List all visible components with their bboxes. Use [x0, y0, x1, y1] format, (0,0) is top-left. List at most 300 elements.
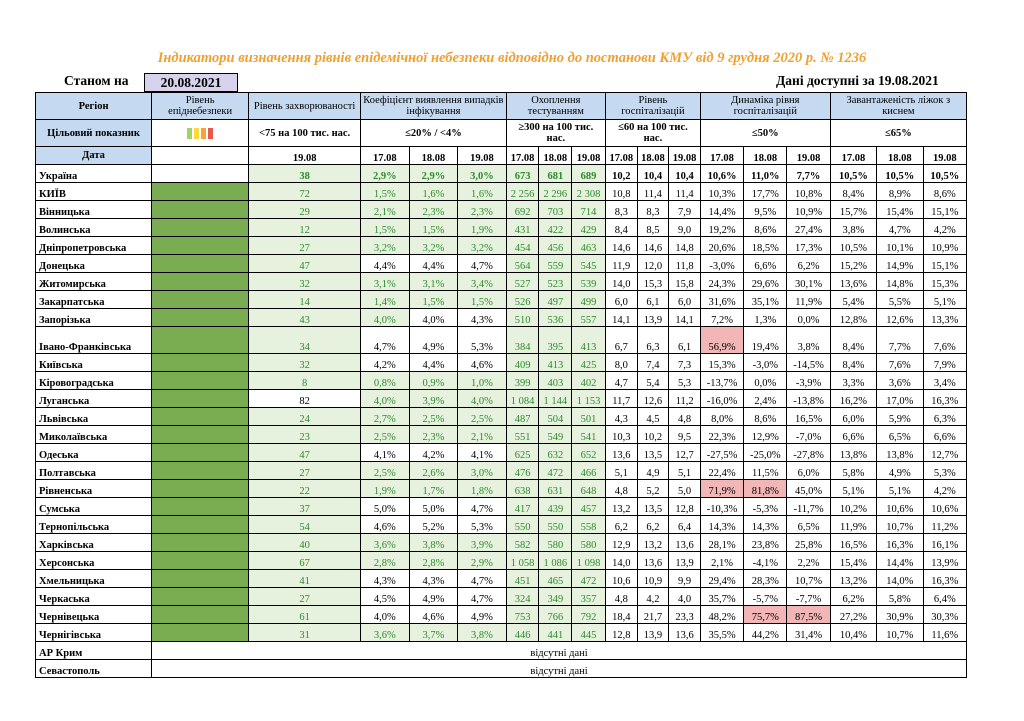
header-danger-level: Рівень епіднебезпеки	[152, 93, 249, 120]
value-cell: 54	[249, 516, 361, 534]
header-hospitalization-dynamics: Динаміка рівня госпіталізацій	[700, 93, 830, 120]
value-cell: 6,0%	[830, 408, 876, 426]
value-cell: 6,6%	[923, 426, 966, 444]
value-cell: 631	[539, 480, 572, 498]
value-cell: 15,4%	[877, 201, 923, 219]
value-cell: 10,5%	[923, 165, 966, 183]
value-cell: 6,4	[669, 516, 701, 534]
value-cell: 10,3	[605, 426, 637, 444]
danger-level-cell	[152, 327, 249, 354]
value-cell: 463	[572, 237, 606, 255]
value-cell: 27,4%	[787, 219, 830, 237]
value-cell: 0,0%	[787, 309, 830, 327]
table-row	[36, 408, 967, 426]
value-cell: 550	[506, 516, 539, 534]
header-region: Регіон	[36, 93, 152, 120]
value-cell: 1,5%	[458, 291, 507, 309]
value-cell: 1,5%	[409, 291, 458, 309]
value-cell: 580	[572, 534, 606, 552]
value-cell: 4,4%	[409, 255, 458, 273]
region-name: Чернігівська	[36, 624, 152, 642]
value-cell: 16,1%	[923, 534, 966, 552]
value-cell: 8	[249, 372, 361, 390]
value-cell: 324	[506, 588, 539, 606]
value-cell: 44,2%	[744, 624, 787, 642]
value-cell: 5,0%	[361, 498, 410, 516]
value-cell: 5,1	[669, 462, 701, 480]
value-cell: 1,6%	[409, 183, 458, 201]
value-cell: 11,4	[669, 183, 701, 201]
value-cell: 1,9%	[361, 480, 410, 498]
value-cell: 12,6	[637, 390, 669, 408]
value-cell: 1 058	[506, 552, 539, 570]
value-cell: 3,2%	[409, 237, 458, 255]
header-row	[36, 93, 967, 120]
value-cell: 6,3	[637, 327, 669, 354]
value-cell: 2,8%	[361, 552, 410, 570]
danger-level-cell	[152, 273, 249, 291]
value-cell: 10,7%	[787, 570, 830, 588]
value-cell: 4,8	[669, 408, 701, 426]
value-cell: 714	[572, 201, 606, 219]
value-cell: 472	[572, 570, 606, 588]
value-cell: 5,0%	[409, 498, 458, 516]
value-cell: 11,9%	[787, 291, 830, 309]
value-cell: 87,5%	[787, 606, 830, 624]
value-cell: 1 086	[539, 552, 572, 570]
value-cell: 1,5%	[361, 219, 410, 237]
value-cell: 5,1	[605, 462, 637, 480]
value-cell: 11,9	[605, 255, 637, 273]
value-cell: 10,2%	[830, 498, 876, 516]
value-cell: 13,2	[637, 534, 669, 552]
value-cell: -11,7%	[787, 498, 830, 516]
value-cell: 1,5%	[409, 219, 458, 237]
region-name: Львівська	[36, 408, 152, 426]
value-cell: 13,6	[637, 552, 669, 570]
value-cell: 4,7%	[877, 219, 923, 237]
header-incidence: Рівень захворюваності	[249, 93, 361, 120]
danger-level-cell	[152, 390, 249, 408]
value-cell: 1,5%	[361, 183, 410, 201]
value-cell: 19,2%	[700, 219, 743, 237]
value-cell: -27,8%	[787, 444, 830, 462]
value-cell: 6,0	[605, 291, 637, 309]
value-cell: 18,5%	[744, 237, 787, 255]
value-cell: 384	[506, 327, 539, 354]
value-cell: 4,2%	[361, 354, 410, 372]
value-cell: 2,4%	[744, 390, 787, 408]
value-cell: 29	[249, 201, 361, 219]
value-cell: 13,2	[605, 498, 637, 516]
value-cell: 6,4%	[923, 588, 966, 606]
date-hospdyn-3: 19.08	[787, 147, 830, 165]
value-cell: -13,7%	[700, 372, 743, 390]
value-cell: 472	[539, 462, 572, 480]
value-cell: -27,5%	[700, 444, 743, 462]
value-cell: 582	[506, 534, 539, 552]
target-incidence: <75 на 100 тис. нас.	[249, 120, 361, 147]
value-cell: 27,2%	[830, 606, 876, 624]
value-cell: 14,1	[605, 309, 637, 327]
value-cell: 17,0%	[877, 390, 923, 408]
value-cell: 23,8%	[744, 534, 787, 552]
value-cell: 15,7%	[830, 201, 876, 219]
value-cell: 23,3	[669, 606, 701, 624]
value-cell: -3,0%	[700, 255, 743, 273]
value-cell: 7,2%	[700, 309, 743, 327]
value-cell: 409	[506, 354, 539, 372]
value-cell: 557	[572, 309, 606, 327]
value-cell: 6,5%	[787, 516, 830, 534]
value-cell: 21,7	[637, 606, 669, 624]
value-cell: 14,0	[605, 552, 637, 570]
region-name: Сумська	[36, 498, 152, 516]
danger-level-cell	[152, 237, 249, 255]
value-cell: 4,2%	[923, 219, 966, 237]
value-cell: 441	[539, 624, 572, 642]
value-cell: 13,8%	[877, 444, 923, 462]
value-cell: 27	[249, 237, 361, 255]
value-cell: 580	[539, 534, 572, 552]
value-cell: 6,1	[669, 327, 701, 354]
table-row	[36, 462, 967, 480]
value-cell: 6,2%	[830, 588, 876, 606]
value-cell: 5,3%	[458, 516, 507, 534]
value-cell: 3,6%	[361, 624, 410, 642]
value-cell: 5,3%	[458, 327, 507, 354]
value-cell: 32	[249, 354, 361, 372]
date-label: Дата	[36, 147, 152, 165]
value-cell: 4,3%	[409, 570, 458, 588]
value-cell: 349	[539, 588, 572, 606]
value-cell: 13,5	[637, 498, 669, 516]
table-row	[36, 534, 967, 552]
indicators-table	[35, 92, 967, 678]
table-row	[36, 201, 967, 219]
value-cell: 523	[539, 273, 572, 291]
value-cell: 13,6	[669, 534, 701, 552]
value-cell: 14,1	[669, 309, 701, 327]
value-cell: 81,8%	[744, 480, 787, 498]
region-name: Житомирська	[36, 273, 152, 291]
value-cell: 6,5%	[877, 426, 923, 444]
table-row	[36, 426, 967, 444]
target-hospitalization-dynamics: ≤50%	[700, 120, 830, 147]
table-row	[36, 498, 967, 516]
value-cell: 3,4%	[923, 372, 966, 390]
value-cell: 456	[539, 237, 572, 255]
value-cell: 8,6%	[923, 183, 966, 201]
table-row	[36, 588, 967, 606]
value-cell: 692	[506, 201, 539, 219]
danger-level-cell	[152, 183, 249, 201]
value-cell: 9,5	[669, 426, 701, 444]
header-hospitalization: Рівень госпіталізацій	[605, 93, 700, 120]
value-cell: 8,4%	[830, 327, 876, 354]
value-cell: 753	[506, 606, 539, 624]
value-cell: 14,0	[605, 273, 637, 291]
value-cell: 13,9	[669, 552, 701, 570]
danger-level-cell	[152, 444, 249, 462]
value-cell: 7,9%	[923, 354, 966, 372]
value-cell: 2,3%	[409, 426, 458, 444]
value-cell: 11,2%	[923, 516, 966, 534]
value-cell: -5,7%	[744, 588, 787, 606]
value-cell: 4,0%	[409, 309, 458, 327]
value-cell: 47	[249, 444, 361, 462]
value-cell: 10,2	[637, 426, 669, 444]
value-cell: 71,9%	[700, 480, 743, 498]
value-cell: -3,0%	[744, 354, 787, 372]
value-cell: 4,0%	[458, 390, 507, 408]
region-name: Івано-Франківська	[36, 327, 152, 354]
value-cell: 536	[539, 309, 572, 327]
value-cell: 12,8%	[830, 309, 876, 327]
value-cell: 3,2%	[458, 237, 507, 255]
value-cell: 82	[249, 390, 361, 408]
value-cell: 10,9%	[923, 237, 966, 255]
value-cell: 9,9	[669, 570, 701, 588]
value-cell: 15,4%	[830, 552, 876, 570]
value-cell: 1 098	[572, 552, 606, 570]
value-cell: 4,0%	[361, 390, 410, 408]
value-cell: 14	[249, 291, 361, 309]
value-cell: 413	[539, 354, 572, 372]
value-cell: 10,5%	[830, 237, 876, 255]
value-cell: 15,3	[637, 273, 669, 291]
value-cell: 541	[572, 426, 606, 444]
danger-level-cell	[152, 219, 249, 237]
value-cell: 0,8%	[361, 372, 410, 390]
value-cell: 22,3%	[700, 426, 743, 444]
value-cell: 10,6%	[877, 498, 923, 516]
value-cell: 5,4%	[830, 291, 876, 309]
value-cell: 5,5%	[877, 291, 923, 309]
danger-level-cell	[152, 408, 249, 426]
value-cell: 648	[572, 480, 606, 498]
table-row	[36, 372, 967, 390]
region-name: Донецька	[36, 255, 152, 273]
value-cell: 3,4%	[458, 273, 507, 291]
value-cell: 4,7%	[458, 570, 507, 588]
danger-level-cell	[152, 498, 249, 516]
value-cell: 3,8%	[409, 534, 458, 552]
value-cell: 11,2	[669, 390, 701, 408]
page-title: Індикатори визначення рівнів епідемічної небезпеки відповідно до постанови КМУ від 9 грудня 2020 р. № 1236	[157, 50, 867, 66]
value-cell: 431	[506, 219, 539, 237]
value-cell: -5,3%	[744, 498, 787, 516]
value-cell: 7,6%	[923, 327, 966, 354]
value-cell: 2,2%	[787, 552, 830, 570]
value-cell: 1 084	[506, 390, 539, 408]
region-name: Хмельницька	[36, 570, 152, 588]
value-cell: 689	[572, 165, 606, 183]
value-cell: 13,3%	[923, 309, 966, 327]
region-name: Херсонська	[36, 552, 152, 570]
value-cell: 4,6%	[458, 354, 507, 372]
table-row	[36, 354, 967, 372]
value-cell: 4,0%	[361, 606, 410, 624]
value-cell: 5,9%	[877, 408, 923, 426]
value-cell: 10,6%	[923, 498, 966, 516]
target-label: Цільовий показник	[36, 120, 152, 147]
danger-level-cell	[152, 165, 249, 183]
value-cell: 7,7%	[787, 165, 830, 183]
value-cell: 14,3%	[700, 516, 743, 534]
value-cell: 4,2%	[409, 444, 458, 462]
value-cell: 29,6%	[744, 273, 787, 291]
value-cell: 1,8%	[458, 480, 507, 498]
value-cell: 32	[249, 273, 361, 291]
value-cell: 417	[506, 498, 539, 516]
value-cell: 5,1%	[877, 480, 923, 498]
danger-level-cell	[152, 309, 249, 327]
value-cell: 16,3%	[923, 570, 966, 588]
value-cell: 27	[249, 462, 361, 480]
value-cell: 4,3%	[361, 570, 410, 588]
region-name: Вінницька	[36, 201, 152, 219]
value-cell: 632	[539, 444, 572, 462]
target-detection: ≤20% / <4%	[361, 120, 507, 147]
value-cell: 4,7	[605, 372, 637, 390]
value-cell: 17,7%	[744, 183, 787, 201]
value-cell: 10,7%	[877, 516, 923, 534]
value-cell: 11,4	[637, 183, 669, 201]
value-cell: 27	[249, 588, 361, 606]
value-cell: 6,7	[605, 327, 637, 354]
value-cell: 12,7%	[923, 444, 966, 462]
value-cell: 10,9	[637, 570, 669, 588]
value-cell: 12,7	[669, 444, 701, 462]
value-cell: 1 144	[539, 390, 572, 408]
value-cell: 681	[539, 165, 572, 183]
value-cell: 638	[506, 480, 539, 498]
target-hospitalization: ≤60 на 100 тис. нас.	[605, 120, 700, 147]
value-cell: 4,7%	[458, 255, 507, 273]
value-cell: 13,5	[637, 444, 669, 462]
date-hosp-3: 19.08	[669, 147, 701, 165]
value-cell: 2,1%	[700, 552, 743, 570]
region-name: Полтавська	[36, 462, 152, 480]
value-cell: 28,3%	[744, 570, 787, 588]
value-cell: 4,9	[637, 462, 669, 480]
table-row	[36, 291, 967, 309]
value-cell: 4,2%	[923, 480, 966, 498]
value-cell: 28,1%	[700, 534, 743, 552]
danger-level-cell	[152, 354, 249, 372]
value-cell: 14,8	[669, 237, 701, 255]
danger-level-cell	[152, 372, 249, 390]
date-hospdyn-2: 18.08	[744, 147, 787, 165]
value-cell: 16,5%	[787, 408, 830, 426]
table-row	[36, 255, 967, 273]
value-cell: 487	[506, 408, 539, 426]
value-cell: 12,8	[605, 624, 637, 642]
value-cell: 4,0	[669, 588, 701, 606]
table-row	[36, 327, 967, 354]
value-cell: 422	[539, 219, 572, 237]
value-cell: 766	[539, 606, 572, 624]
value-cell: 625	[506, 444, 539, 462]
value-cell: 8,3	[637, 201, 669, 219]
value-cell: 2,5%	[409, 408, 458, 426]
region-name: Луганська	[36, 390, 152, 408]
region-name: Київська	[36, 354, 152, 372]
value-cell: 357	[572, 588, 606, 606]
value-cell: 446	[506, 624, 539, 642]
table-row	[36, 570, 967, 588]
date-hospdyn-1: 17.08	[700, 147, 743, 165]
region-name: КИЇВ	[36, 183, 152, 201]
value-cell: 38	[249, 165, 361, 183]
value-cell: 551	[506, 426, 539, 444]
value-cell: 15,2%	[830, 255, 876, 273]
value-cell: 1,7%	[409, 480, 458, 498]
header-oxygen-beds: Завантаженість ліжок з киснем	[830, 93, 966, 120]
value-cell: 14,4%	[877, 552, 923, 570]
date-detection-3: 19.08	[458, 147, 507, 165]
value-cell: 5,1%	[830, 480, 876, 498]
value-cell: 6,1	[637, 291, 669, 309]
value-cell: 2 308	[572, 183, 606, 201]
value-cell: 445	[572, 624, 606, 642]
date-oxygen-3: 19.08	[923, 147, 966, 165]
value-cell: 11,7	[605, 390, 637, 408]
value-cell: 4,4%	[409, 354, 458, 372]
value-cell: 3,8%	[787, 327, 830, 354]
value-cell: 14,8%	[877, 273, 923, 291]
value-cell: 7,4	[637, 354, 669, 372]
value-cell: 8,4%	[830, 354, 876, 372]
value-cell: 8,0%	[700, 408, 743, 426]
date-incidence: 19.08	[249, 147, 361, 165]
value-cell: 501	[572, 408, 606, 426]
value-cell: 3,8%	[830, 219, 876, 237]
value-cell: 14,3%	[744, 516, 787, 534]
value-cell: 10,1%	[877, 237, 923, 255]
table-row	[36, 219, 967, 237]
region-name: Запорізька	[36, 309, 152, 327]
target-row	[36, 120, 967, 147]
value-cell: 9,0	[669, 219, 701, 237]
value-cell: 429	[572, 219, 606, 237]
value-cell: -13,8%	[787, 390, 830, 408]
value-cell: -4,1%	[744, 552, 787, 570]
table-row	[36, 516, 967, 534]
value-cell: 4,9%	[877, 462, 923, 480]
date-detection-1: 17.08	[361, 147, 410, 165]
region-name: Черкаська	[36, 588, 152, 606]
value-cell: 526	[506, 291, 539, 309]
value-cell: 3,8%	[458, 624, 507, 642]
value-cell: 465	[539, 570, 572, 588]
value-cell: 2,5%	[361, 426, 410, 444]
value-cell: 4,3%	[458, 309, 507, 327]
value-cell: 703	[539, 201, 572, 219]
danger-legend	[152, 120, 249, 147]
value-cell: 75,7%	[744, 606, 787, 624]
value-cell: 5,2%	[409, 516, 458, 534]
value-cell: 35,7%	[700, 588, 743, 606]
value-cell: 11,0%	[744, 165, 787, 183]
danger-level-cell	[152, 570, 249, 588]
value-cell: 402	[572, 372, 606, 390]
value-cell: 2 256	[506, 183, 539, 201]
value-cell: 30,3%	[923, 606, 966, 624]
value-cell: 12	[249, 219, 361, 237]
value-cell: 10,4	[669, 165, 701, 183]
